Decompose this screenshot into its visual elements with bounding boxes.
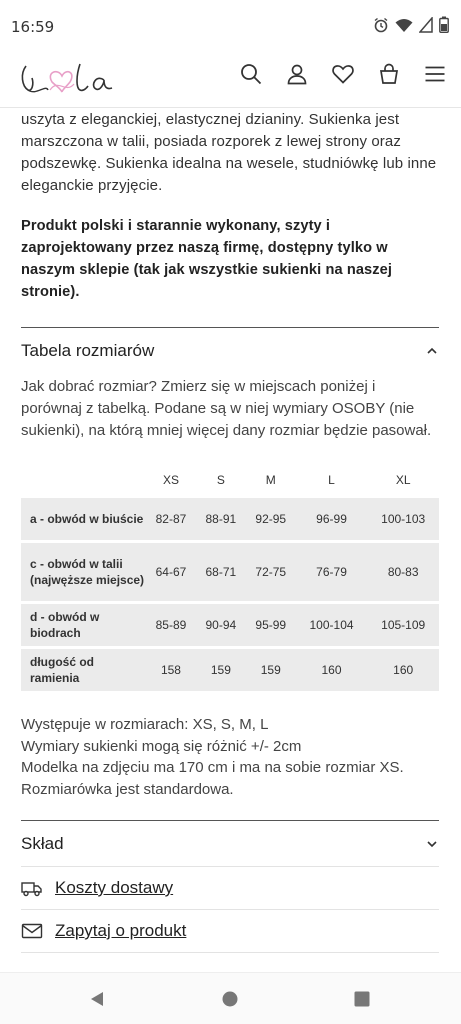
- size-header: L: [328, 473, 335, 487]
- back-icon[interactable]: [89, 991, 105, 1007]
- size-info-line: Modelka na zdjęciu ma 170 cm i ma na sobie rozmiar XS.: [21, 759, 404, 776]
- size-table: [21, 462, 439, 694]
- cart-icon[interactable]: [377, 62, 401, 86]
- signal-icon: [419, 17, 433, 33]
- table-cell: 72-75: [246, 543, 296, 601]
- table-row: [21, 649, 439, 691]
- size-intro-text: Jak dobrać rozmiar? Zmierz się w miejscach poniżej i porównaj z tabelką. Podane są w niej wymiary OSOBY (nie sukienki), na którą mniej więcej dany rozmiar będzie pasował.: [21, 378, 432, 439]
- table-cell: 100-103: [367, 498, 439, 540]
- table-cell: 100-104: [296, 604, 368, 646]
- size-table-accordion-header[interactable]: [21, 328, 439, 374]
- ask-about-product-label: Zapytaj o produkt: [55, 921, 187, 940]
- search-icon[interactable]: [239, 62, 263, 86]
- row-label: a - obwód w biuście: [21, 498, 146, 540]
- composition-title: Skład: [21, 833, 64, 853]
- table-cell: 64-67: [146, 543, 196, 601]
- table-cell: 159: [246, 649, 296, 691]
- table-cell: 80-83: [367, 543, 439, 601]
- lola-logo[interactable]: [18, 54, 118, 100]
- table-row: [21, 498, 439, 540]
- table-cell: 160: [296, 649, 368, 691]
- size-info-line: Wymiary sukienki mogą się różnić +/- 2cm: [21, 737, 302, 755]
- home-icon[interactable]: [222, 991, 238, 1007]
- size-table-corner: [21, 465, 146, 495]
- size-info: [21, 714, 439, 800]
- envelope-icon: [21, 921, 43, 941]
- table-cell: 95-99: [246, 604, 296, 646]
- chevron-down-icon: [425, 837, 439, 851]
- site-header: [0, 52, 461, 108]
- table-cell: 96-99: [296, 498, 368, 540]
- size-info-line: Występuje w rozmiarach: XS, S, M, L: [21, 716, 269, 733]
- table-cell: 158: [146, 649, 196, 691]
- size-header: XS: [162, 473, 179, 487]
- status-time: 16:59: [11, 18, 55, 36]
- row-label: d - obwód w biodrach: [21, 604, 146, 646]
- table-cell: 159: [196, 649, 246, 691]
- size-header: S: [216, 473, 225, 487]
- size-info-line: Rozmiarówka jest standardowa.: [21, 780, 234, 798]
- header-icons: [239, 62, 447, 86]
- row-label: c - obwód w talii (najwęższe miejsce): [21, 543, 146, 601]
- chevron-up-icon: [425, 344, 439, 358]
- table-cell: 68-71: [196, 543, 246, 601]
- description-bold-text: Produkt polski i starannie wykonany, szyty i zaprojektowany przez naszą firmę, dostępny tylko w naszym sklepie (tak jak wszystkie sukienki na naszej stronie).: [21, 218, 393, 300]
- delivery-truck-icon: [21, 878, 43, 898]
- composition-accordion-header[interactable]: [21, 821, 439, 867]
- battery-icon: [439, 16, 449, 33]
- size-table-header-row: [21, 465, 439, 495]
- recents-icon[interactable]: [354, 991, 370, 1007]
- table-cell: 105-109: [367, 604, 439, 646]
- row-label: długość od ramienia: [21, 649, 146, 691]
- system-nav-bar: [0, 972, 461, 1024]
- shipping-cost-link[interactable]: [21, 867, 439, 910]
- menu-icon[interactable]: [423, 62, 447, 86]
- table-cell: 88-91: [196, 498, 246, 540]
- wifi-icon: [395, 17, 413, 33]
- table-cell: 76-79: [296, 543, 368, 601]
- table-cell: 85-89: [146, 604, 196, 646]
- description-text: uszyta z eleganckiej, elastycznej dzianiny. Sukienka jest marszczona w talii, posiada rozporek z lewej strony oraz podszewkę. Sukienka idealna na wesele, studniówkę lub inne eleganckie przyjęcie.: [21, 111, 437, 194]
- shipping-cost-label: Koszty dostawy: [55, 878, 174, 897]
- table-row: [21, 543, 439, 601]
- table-cell: 82-87: [146, 498, 196, 540]
- table-row: [21, 604, 439, 646]
- alarm-icon: [373, 17, 389, 33]
- size-header: M: [265, 473, 276, 487]
- wishlist-icon[interactable]: [331, 62, 355, 86]
- size-table-title: Tabela rozmiarów: [21, 341, 155, 360]
- status-icons: [373, 16, 449, 33]
- status-bar: [0, 0, 461, 52]
- account-icon[interactable]: [285, 62, 309, 86]
- table-cell: 90-94: [196, 604, 246, 646]
- table-cell: 92-95: [246, 498, 296, 540]
- size-header: XL: [395, 473, 411, 487]
- ask-about-product-link[interactable]: [21, 910, 439, 953]
- table-cell: 160: [367, 649, 439, 691]
- product-details: [21, 108, 439, 953]
